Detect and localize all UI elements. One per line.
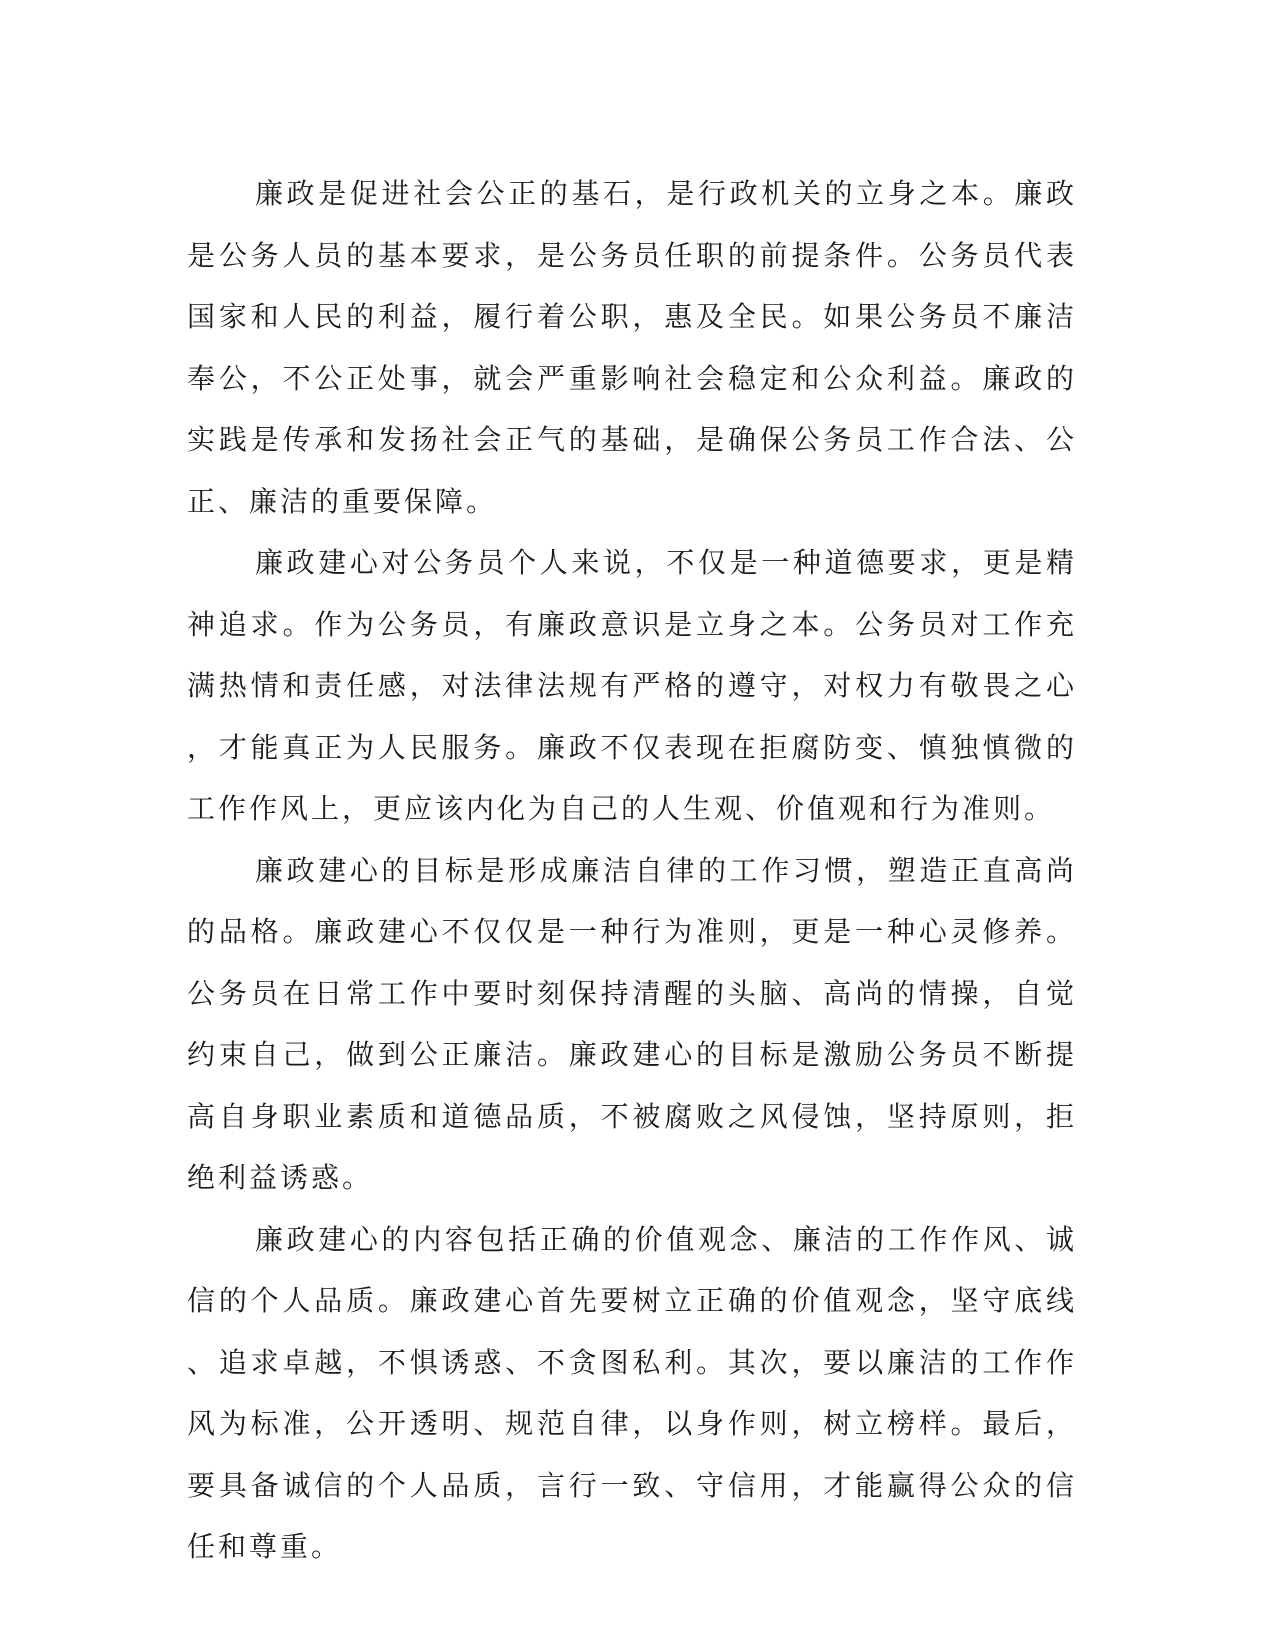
paragraph-2: 廉政建心对公务员个人来说，不仅是一种道德要求，更是精神追求。作为公务员，有廉政意识是立身之本。公务员对工作充满热情和责任感，对法律法规有严格的遵守，对权力有敬畏之心，才能真正为人民服务。廉政不仅表现在拒腐防变、慎独慎微的工作作风上，更应该内化为自己的人生观、价值观和行为准则。	[187, 546, 1077, 825]
paragraph-4: 廉政建心的内容包括正确的价值观念、廉洁的工作作风、诚信的个人品质。廉政建心首先要树立正确的价值观念，坚守底线、追求卓越，不惧诱惑、不贪图私利。其次，要以廉洁的工作作风为标准，公开透明、规范自律，以身作则，树立榜样。最后，要具备诚信的个人品质，言行一致、守信用，才能赢得公众的信任和尊重。	[187, 1222, 1077, 1563]
paragraph-3: 廉政建心的目标是形成廉洁自律的工作习惯，塑造正直高尚的品格。廉政建心不仅仅是一种行为准则，更是一种心灵修养。公务员在日常工作中要时刻保持清醒的头脑、高尚的情操，自觉约束自己，做到公正廉洁。廉政建心的目标是激励公务员不断提高自身职业素质和道德品质，不被腐败之风侵蚀，坚持原则，拒绝利益诱惑。	[187, 853, 1077, 1194]
document-body	[187, 163, 1077, 1578]
paragraph-1: 廉政是促进社会公正的基石，是行政机关的立身之本。廉政是公务人员的基本要求，是公务员任职的前提条件。公务员代表国家和人民的利益，履行着公职，惠及全民。如果公务员不廉洁奉公，不公正处事，就会严重影响社会稳定和公众利益。廉政的实践是传承和发扬社会正气的基础，是确保公务员工作合法、公正、廉洁的重要保障。	[187, 177, 1077, 518]
